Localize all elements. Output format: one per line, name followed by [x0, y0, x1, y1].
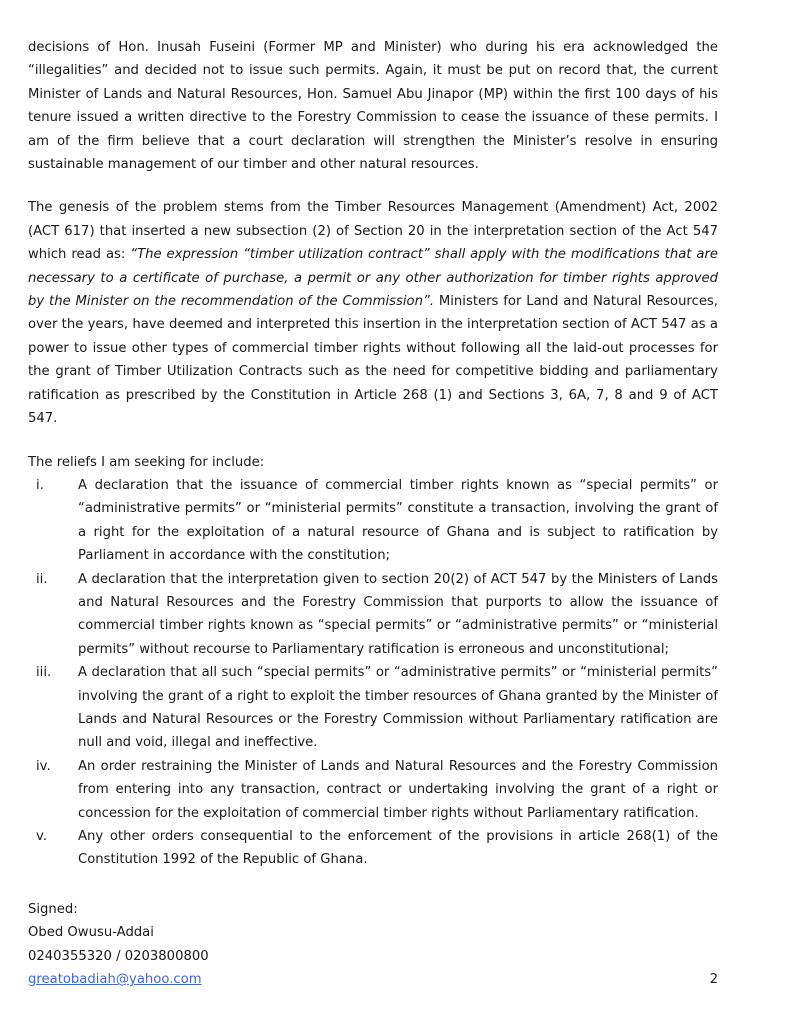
relief-item: [28, 755, 718, 825]
paragraph-permits-history: decisions of Hon. Inusah Fuseini (Former MP and Minister) who during his era acknowledged the “illegalities” and decided not to issue such permits. Again, it must be put on record that, the current Minister of Lands and Natural Resources, Hon. Samuel Abu Jinapor (MP) within the first 100 days of his tenure issued a written directive to the Forestry Commission to cease the issuance of these permits. I am of the firm believe that a court declaration will strengthen the Minister’s resolve in ensuring sustainable management of our timber and other natural resources.: [28, 40, 718, 173]
relief-item: [28, 661, 718, 755]
page-number: 2: [709, 972, 718, 987]
relief-item: [28, 474, 718, 568]
relief-text: A declaration that the interpretation given to section 20(2) of ACT 547 by the Ministers of Lands and Natural Resources and the Forestry Commission that purports to allow the issuance of commercial timber rights known as “special permits” or “administrative permits” or “ministerial permits” without recourse to Parliamentary ratification is erroneous and unconstitutional;: [78, 571, 718, 657]
paragraph-genesis-conclusion: Ministers for Land and Natural Resources, over the years, have deemed and interpreted this insertion in the interpretation section of ACT 547 as a power to issue other types of commercial timber rights without following all the laid-out processes for the grant of Timber Utilization Contracts such as the need for competitive bidding and parliamentary ratification as prescribed by the Constitution in Article 268 (1) and Sections 3, 6A, 7, 8 and 9 of ACT 547.: [28, 294, 718, 427]
signatory-email-link[interactable]: greatobadiah@yahoo.com: [28, 972, 202, 988]
reliefs-heading: The reliefs I am seeking for include:: [28, 454, 265, 470]
relief-number: i.: [36, 477, 44, 493]
relief-text: A declaration that all such “special permits” or “administrative permits” or “ministerial permits” involving the grant of a right to exploit the timber resources of Ghana granted by the Minister of Lands and Natural Resources or the Forestry Commission without Parliamentary ratification are null and void, illegal and ineffective.: [78, 665, 718, 751]
relief-number: ii.: [36, 571, 48, 587]
signatory-phones: 0240355320 / 0203800800: [28, 948, 209, 964]
statute-quote: “The expression “timber utilization contract” shall apply with the modifications that are necessary to a certificate of purchase, a permit or any other authorization for timber rights approved by the Minister on the recommendation of the Commission”.: [28, 247, 718, 310]
relief-item: [28, 825, 718, 872]
relief-text: Any other orders consequential to the enforcement of the provisions in article 268(1) of the Constitution 1992 of the Republic of Ghana.: [78, 829, 718, 868]
signatory-name: Obed Owusu-Addai: [28, 925, 154, 941]
signature-block: [28, 898, 718, 992]
document-body: [28, 36, 718, 991]
reliefs-list: [28, 474, 718, 872]
relief-text: An order restraining the Minister of Lands and Natural Resources and the Forestry Commission from entering into any transaction, contract or undertaking involving the grant of a right or concession for the exploitation of commercial timber rights without Parliamentary ratification.: [78, 758, 718, 821]
relief-number: v.: [36, 829, 47, 844]
paragraph-problem-genesis: [28, 196, 718, 430]
signed-label: Signed:: [28, 901, 78, 917]
relief-number: iii.: [36, 665, 52, 681]
relief-item: [28, 568, 718, 662]
relief-number: iv.: [36, 758, 51, 774]
relief-text: A declaration that the issuance of commercial timber rights known as “special permits” or “administrative permits” or “ministerial permits” constitute a transaction, involving the grant of a right for the exploitation of a natural resource of Ghana and is subject to ratification by Parliament in accordance with the constitution;: [78, 477, 718, 564]
paragraph-genesis-intro: The genesis of the problem stems from the Timber Resources Management (Amendment) Act, 2002 (ACT 617) that inserted a new subsection (2) of Section 20 in the interpretation section of the Act 547 which read as:: [28, 200, 718, 263]
